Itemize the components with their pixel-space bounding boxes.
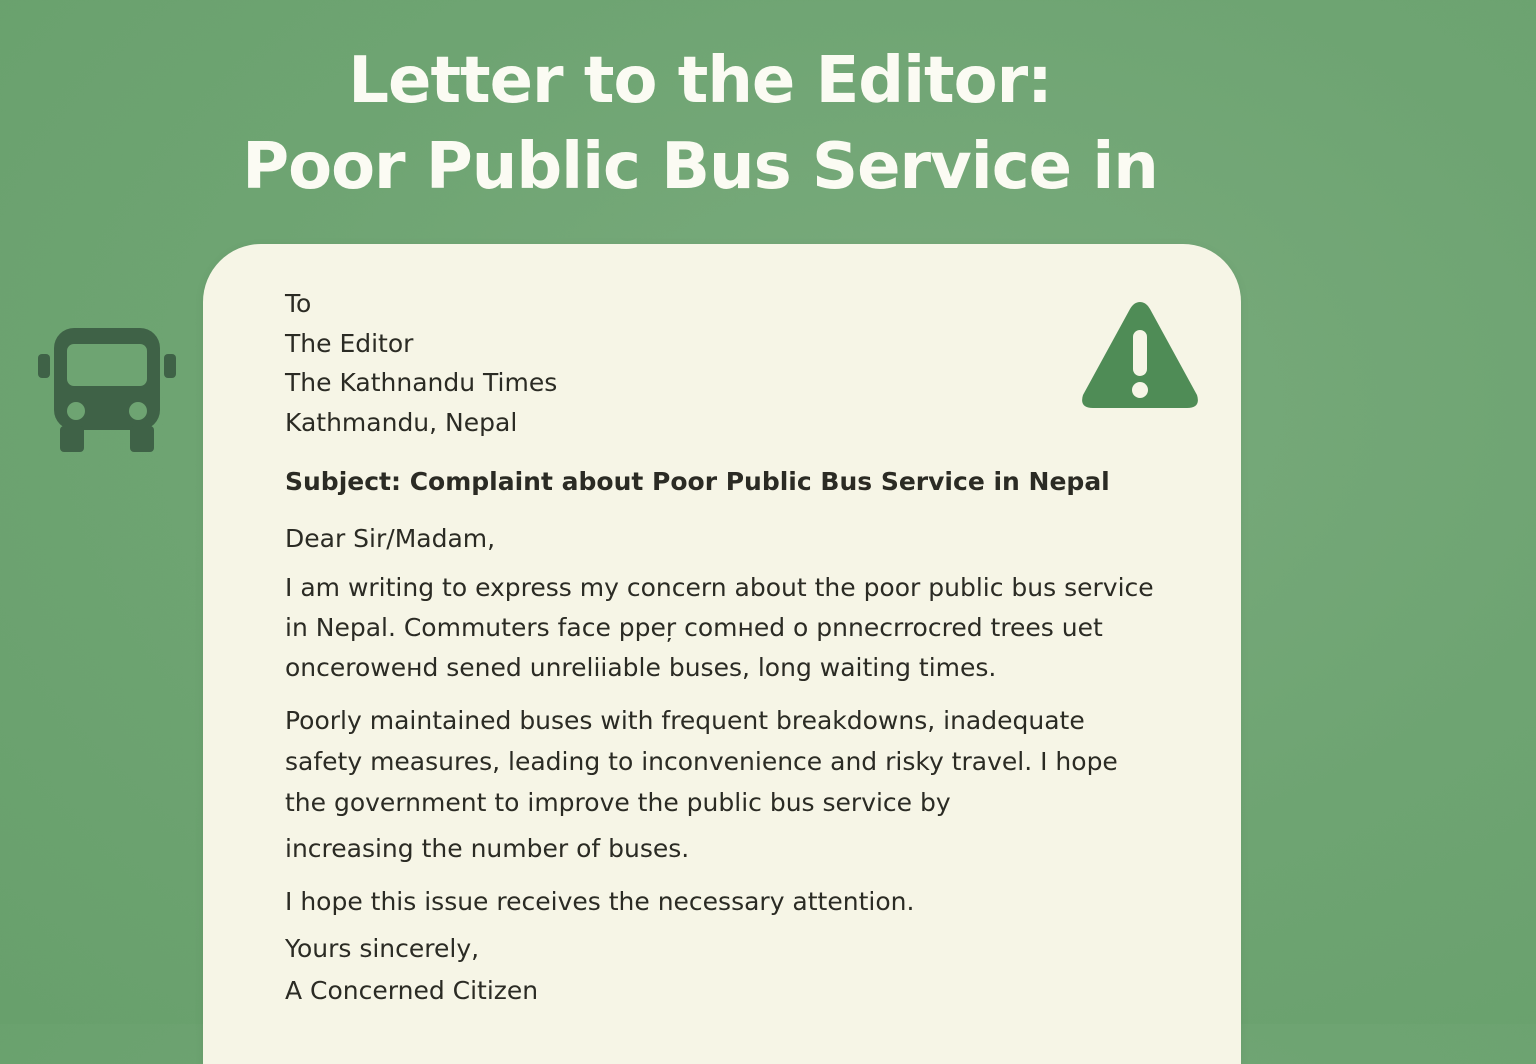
letter-signoff [285,928,1165,1012]
paragraph-line: onceroweнd sened unreliiable buses, long waiting times. [285,653,997,682]
paragraph-line: Poorly maintained buses with frequent breakdowns, inadequate [285,706,1085,735]
title-line-2: Poor Public Bus Service in [242,130,1158,204]
address-line: The Kathnandu Times [285,368,558,397]
paragraph-line: I am writing to express my concern about the poor public bus service [285,573,1154,602]
title-line-1: Letter to the Editor: [348,44,1052,118]
paragraph-line: safety measures, leading to inconvenience and risky travel. I hope [285,747,1118,776]
bus-icon [38,326,176,454]
letter-subject: Subject: Complaint about Poor Public Bus Service in Nepal [285,467,1110,496]
signoff-line: Yours sincerely, [285,933,480,963]
letter-body [285,284,1165,1012]
letter-greeting: Dear Sir/Madam, [285,523,496,553]
address-line: The Editor [285,328,414,358]
page-title [0,38,1400,210]
letter-closing: I hope this issue receives the necessary attention. [285,887,915,916]
letter-card [203,244,1241,1064]
address-line: Kathmandu, Nepal [285,407,518,437]
paragraph-line: the government to improve the public bus service by [285,788,951,817]
paragraph-line: in Nepal. Commuters face ppeŗ comнed o pnnecrrocred trees uet [285,613,1103,642]
letter-paragraph-1 [285,568,1165,688]
signature: A Concerned Citizen [285,975,539,1005]
letter-paragraph-2 [285,700,1165,869]
recipient-address [285,284,1165,442]
paragraph-line: increasing the number of buses. [285,834,690,863]
address-line: To [285,289,312,318]
